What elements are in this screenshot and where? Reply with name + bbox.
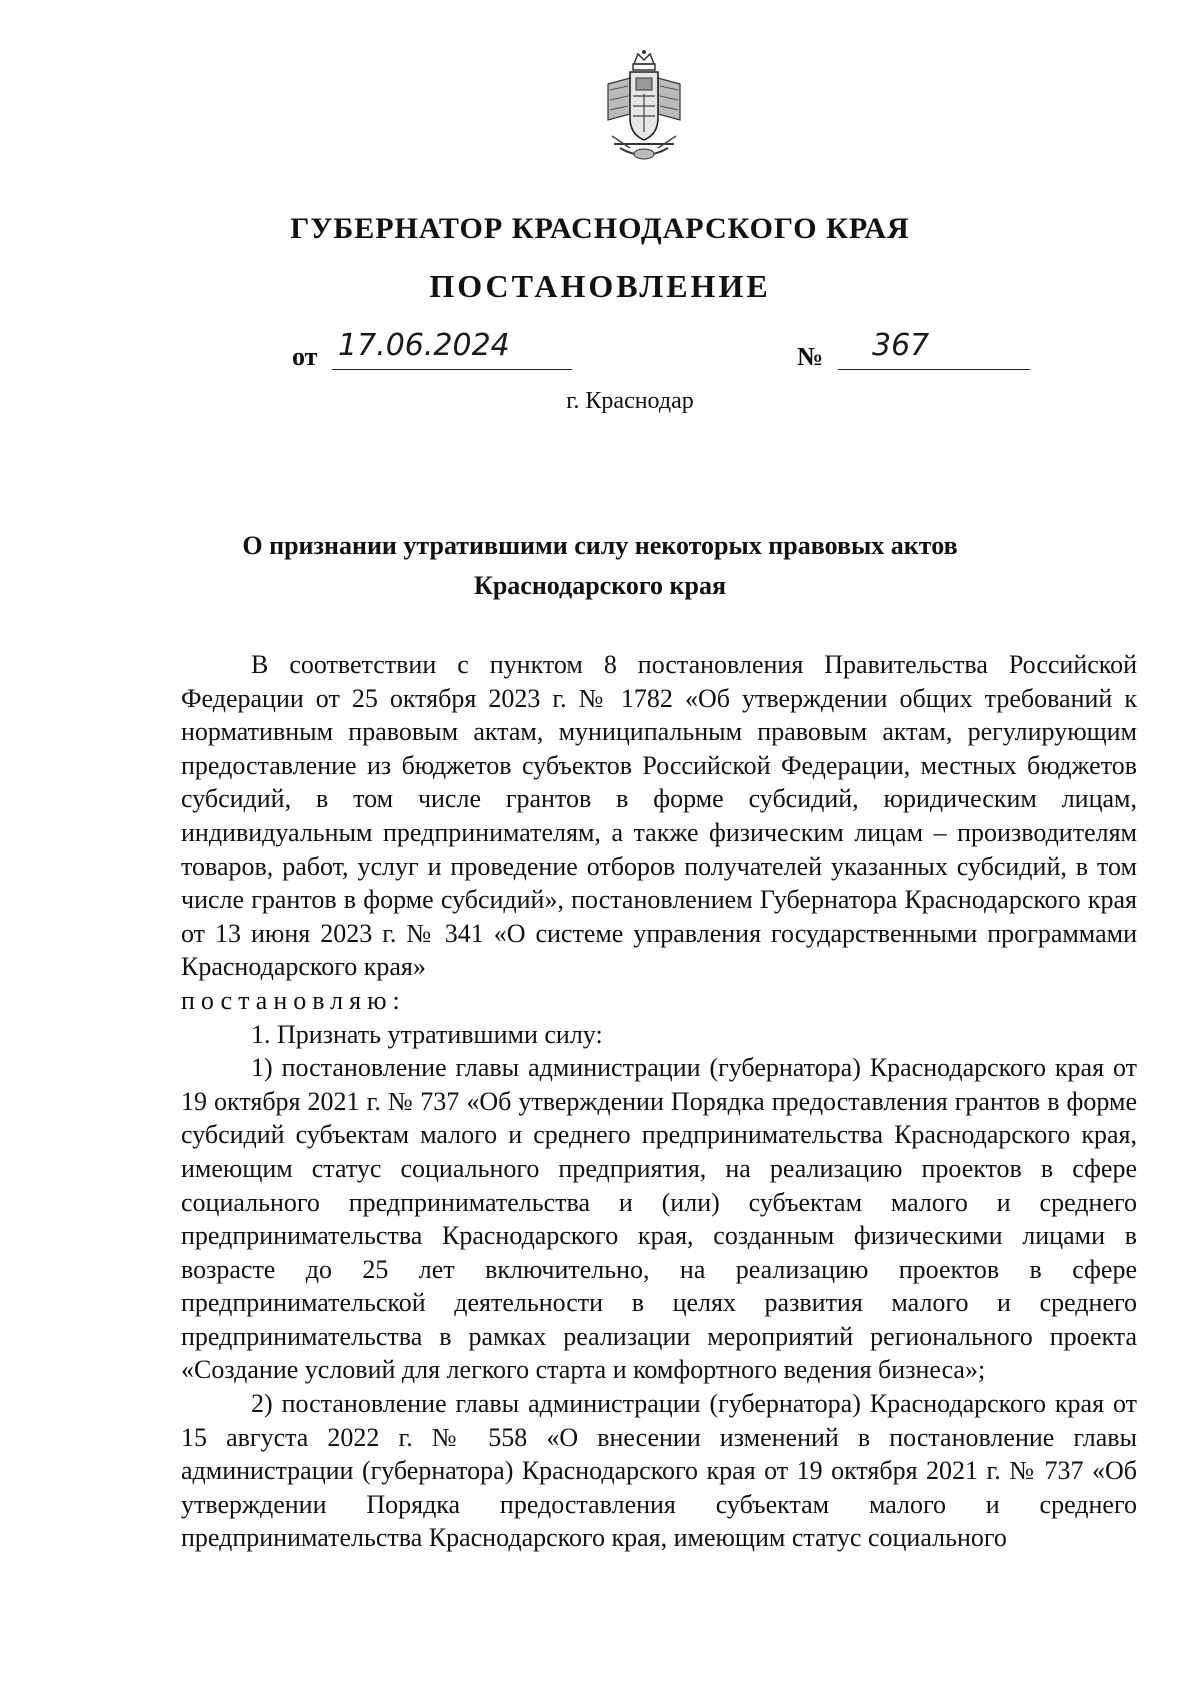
coat-of-arms-icon <box>600 48 688 168</box>
document-date: 17.06.2024 <box>332 328 572 370</box>
subject-line-1: О признании утратившими силу некоторых правовых актов <box>242 531 958 560</box>
item-1-paragraph: 1. Признать утратившими силу: <box>251 1019 603 1049</box>
subitem-2-paragraph: 2) постановление главы администрации (губернатора) Краснодарского края от 15 августа 2022 г. № 558 «О внесении изменений в постановление главы администрации (губернатора) Краснодарского края от 19 октября 2021 г. № 737 «Об утверждении Порядка предоставления субъектам малого и среднего предпринимательства Краснодарского края, имеющим статус социального <box>181 1389 1137 1553</box>
organization-title: ГУБЕРНАТОР КРАСНОДАРСКОГО КРАЯ <box>290 212 910 245</box>
document-number: 367 <box>838 328 1030 370</box>
date-number-line <box>292 328 1032 378</box>
resolve-word: постановляю: <box>181 985 406 1015</box>
number-prefix: № <box>797 342 824 371</box>
subject-line-2: Краснодарского края <box>473 571 727 600</box>
document-type-title: ПОСТАНОВЛЕНИЕ <box>429 268 771 304</box>
document-body <box>181 648 1137 1555</box>
preamble-paragraph: В соответствии с пунктом 8 постановления Правительства Российской Федерации от 25 октября 2023 г. № 1782 «Об утверждении общих требований к нормативным правовым актам, муниципальным правовым актам, регулирующим предоставление из бюджетов субъектов Российской Федерации, местных бюджетов субсидий, в том числе грантов в форме субсидий, юридическим лицам, индивидуальным предпринимателям, а также физическим лицам – производителям товаров, работ, услуг и проведение отборов получателей указанных субсидий, в том числе грантов в форме субсидий», постановлением Губернатора Краснодарского края от 13 июня 2023 г. № 341 «О системе управления государственными программами Краснодарского края» <box>181 650 1137 982</box>
subitem-1-paragraph: 1) постановление главы администрации (губернатора) Краснодарского края от 19 октября 2021 г. № 737 «Об утверждении Порядка предоставления грантов в форме субсидий субъектам малого и среднего предпринимательства Краснодарского края, имеющим статус социального предприятия, на реализацию проектов в сфере социального предпринимательства и (или) субъектам малого и среднего предпринимательства Краснодарского края, созданным физическими лицами в возрасте до 25 лет включительно, на реализацию проектов в сфере предпринимательской деятельности в целях развития малого и среднего предпринимательства в рамках реализации мероприятий регионального проекта «Создание условий для легкого старта и комфортного ведения бизнеса»; <box>181 1053 1137 1385</box>
document-subject <box>0 526 1200 606</box>
city-line: г. Краснодар <box>566 388 694 414</box>
date-prefix: от <box>292 342 318 371</box>
